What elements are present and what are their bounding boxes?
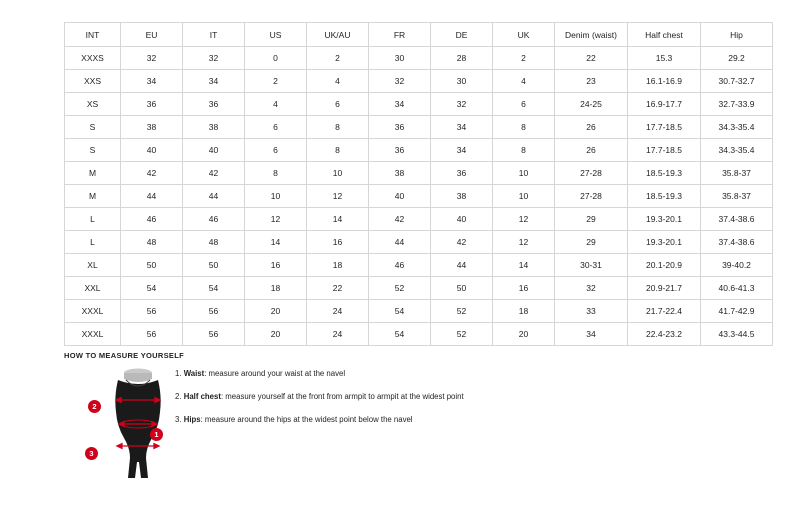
cell: 27-28	[555, 162, 628, 185]
table-row	[65, 208, 773, 231]
cell: 30	[431, 70, 493, 93]
cell: 34	[555, 323, 628, 346]
cell: 22	[555, 47, 628, 70]
cell: 4	[245, 93, 307, 116]
cell: 36	[369, 116, 431, 139]
cell: XXXL	[65, 300, 121, 323]
cell: XXXS	[65, 47, 121, 70]
table-row	[65, 47, 773, 70]
cell: 48	[183, 231, 245, 254]
cell: 50	[431, 277, 493, 300]
cell: 15.3	[628, 47, 701, 70]
cell: 4	[307, 70, 369, 93]
instruction-term: Waist	[183, 369, 205, 378]
table-row	[65, 93, 773, 116]
mannequin-illustration	[88, 366, 188, 488]
cell: 44	[431, 254, 493, 277]
cell: 28	[431, 47, 493, 70]
cell: 20.1-20.9	[628, 254, 701, 277]
cell: 29	[555, 231, 628, 254]
cell: M	[65, 185, 121, 208]
instruction-half-chest	[175, 391, 605, 402]
cell: 34	[431, 139, 493, 162]
cell: 10	[307, 162, 369, 185]
instruction-text: : measure around the hips at the widest point below the navel	[200, 415, 413, 424]
cell: 6	[307, 93, 369, 116]
cell: 30-31	[555, 254, 628, 277]
cell: 54	[369, 300, 431, 323]
cell: 27-28	[555, 185, 628, 208]
cell: 42	[121, 162, 183, 185]
column-header: INT	[65, 23, 121, 47]
cell: 56	[183, 323, 245, 346]
cell: 42	[431, 231, 493, 254]
column-header: FR	[369, 23, 431, 47]
cell: 56	[183, 300, 245, 323]
cell: 8	[245, 162, 307, 185]
cell: 38	[121, 116, 183, 139]
cell: 34	[121, 70, 183, 93]
instruction-text: : measure yourself at the front from armpit to armpit at the widest point	[220, 392, 464, 401]
marker-3-hips: 3	[85, 447, 98, 460]
cell: 14	[493, 254, 555, 277]
cell: 46	[369, 254, 431, 277]
cell: 37.4-38.6	[701, 208, 773, 231]
cell: 32.7-33.9	[701, 93, 773, 116]
column-header: Half chest	[628, 23, 701, 47]
cell: 14	[307, 208, 369, 231]
table-row	[65, 300, 773, 323]
cell: 18	[307, 254, 369, 277]
table-row	[65, 162, 773, 185]
column-header: Hip	[701, 23, 773, 47]
cell: 42	[183, 162, 245, 185]
instruction-waist	[175, 368, 605, 379]
cell: S	[65, 116, 121, 139]
cell: 22.4-23.2	[628, 323, 701, 346]
cell: 33	[555, 300, 628, 323]
table-row	[65, 323, 773, 346]
cell: 32	[369, 70, 431, 93]
cell: 54	[369, 323, 431, 346]
cell: 20	[245, 323, 307, 346]
cell: 32	[555, 277, 628, 300]
cell: 0	[245, 47, 307, 70]
marker-1-waist: 1	[150, 428, 163, 441]
cell: 41.7-42.9	[701, 300, 773, 323]
cell: 17.7-18.5	[628, 116, 701, 139]
cell: 40	[121, 139, 183, 162]
cell: 12	[307, 185, 369, 208]
cell: 54	[183, 277, 245, 300]
cell: 20.9-21.7	[628, 277, 701, 300]
cell: 46	[121, 208, 183, 231]
cell: 36	[369, 139, 431, 162]
cell: 12	[493, 231, 555, 254]
cell: 34	[369, 93, 431, 116]
cell: 56	[121, 300, 183, 323]
cell: 24-25	[555, 93, 628, 116]
size-chart-container	[64, 22, 755, 346]
cell: 26	[555, 116, 628, 139]
cell: 10	[245, 185, 307, 208]
column-header: DE	[431, 23, 493, 47]
table-row	[65, 277, 773, 300]
table-row	[65, 185, 773, 208]
cell: 34.3-35.4	[701, 116, 773, 139]
cell: 44	[121, 185, 183, 208]
instruction-number: 3.	[175, 415, 182, 424]
table-row	[65, 254, 773, 277]
cell: 8	[307, 139, 369, 162]
cell: 40	[183, 139, 245, 162]
cell: 52	[369, 277, 431, 300]
cell: 6	[245, 139, 307, 162]
column-header: UK	[493, 23, 555, 47]
cell: 12	[493, 208, 555, 231]
cell: 10	[493, 185, 555, 208]
cell: XXXL	[65, 323, 121, 346]
cell: 52	[431, 323, 493, 346]
cell: 43.3-44.5	[701, 323, 773, 346]
cell: 39-40.2	[701, 254, 773, 277]
cell: 18	[493, 300, 555, 323]
cell: M	[65, 162, 121, 185]
marker-2-half-chest: 2	[88, 400, 101, 413]
instruction-text: : measure around your waist at the navel	[204, 369, 346, 378]
column-header: UK/AU	[307, 23, 369, 47]
cell: 19.3-20.1	[628, 231, 701, 254]
cell: 35.8-37	[701, 162, 773, 185]
cell: 36	[183, 93, 245, 116]
instruction-term: Hips	[183, 415, 201, 424]
cell: 8	[493, 139, 555, 162]
cell: 36	[431, 162, 493, 185]
instruction-number: 1.	[175, 369, 182, 378]
measure-instructions	[175, 368, 605, 437]
cell: 19.3-20.1	[628, 208, 701, 231]
cell: 16.1-16.9	[628, 70, 701, 93]
column-header: IT	[183, 23, 245, 47]
cell: 16	[307, 231, 369, 254]
cell: 34	[183, 70, 245, 93]
cell: 37.4-38.6	[701, 231, 773, 254]
cell: 38	[431, 185, 493, 208]
instruction-term: Half chest	[183, 392, 221, 401]
cell: 35.8-37	[701, 185, 773, 208]
cell: 34	[431, 116, 493, 139]
cell: 16	[493, 277, 555, 300]
cell: 8	[307, 116, 369, 139]
table-row	[65, 231, 773, 254]
cell: 23	[555, 70, 628, 93]
cell: 50	[121, 254, 183, 277]
cell: 4	[493, 70, 555, 93]
cell: S	[65, 139, 121, 162]
cell: 22	[307, 277, 369, 300]
how-to-measure-title: HOW TO MEASURE YOURSELF	[64, 351, 184, 360]
cell: 38	[183, 116, 245, 139]
cell: 42	[369, 208, 431, 231]
cell: 36	[121, 93, 183, 116]
cell: 29	[555, 208, 628, 231]
cell: 24	[307, 323, 369, 346]
cell: 16	[245, 254, 307, 277]
cell: XL	[65, 254, 121, 277]
cell: 2	[307, 47, 369, 70]
cell: 40	[431, 208, 493, 231]
cell: 29.2	[701, 47, 773, 70]
column-header: Denim (waist)	[555, 23, 628, 47]
cell: 30	[369, 47, 431, 70]
cell: 56	[121, 323, 183, 346]
cell: 32	[183, 47, 245, 70]
cell: 6	[493, 93, 555, 116]
cell: 52	[431, 300, 493, 323]
cell: 26	[555, 139, 628, 162]
cell: 12	[245, 208, 307, 231]
cell: 48	[121, 231, 183, 254]
table-row	[65, 116, 773, 139]
cell: 54	[121, 277, 183, 300]
cell: 16.9-17.7	[628, 93, 701, 116]
cell: 32	[121, 47, 183, 70]
cell: 2	[245, 70, 307, 93]
cell: 6	[245, 116, 307, 139]
cell: 40.6-41.3	[701, 277, 773, 300]
cell: 44	[369, 231, 431, 254]
table-body	[65, 47, 773, 346]
cell: 34.3-35.4	[701, 139, 773, 162]
table-row	[65, 139, 773, 162]
cell: 32	[431, 93, 493, 116]
cell: 50	[183, 254, 245, 277]
cell: 20	[245, 300, 307, 323]
cell: 18.5-19.3	[628, 185, 701, 208]
cell: 2	[493, 47, 555, 70]
column-header: US	[245, 23, 307, 47]
cell: XXL	[65, 277, 121, 300]
cell: 18.5-19.3	[628, 162, 701, 185]
cell: 38	[369, 162, 431, 185]
table-header-row	[65, 23, 773, 47]
size-chart-table	[64, 22, 773, 346]
table-row	[65, 70, 773, 93]
cell: 20	[493, 323, 555, 346]
cell: XXS	[65, 70, 121, 93]
cell: 18	[245, 277, 307, 300]
column-header: EU	[121, 23, 183, 47]
cell: 17.7-18.5	[628, 139, 701, 162]
cell: 14	[245, 231, 307, 254]
cell: 30.7-32.7	[701, 70, 773, 93]
cell: 8	[493, 116, 555, 139]
cell: 24	[307, 300, 369, 323]
cell: 46	[183, 208, 245, 231]
cell: L	[65, 208, 121, 231]
cell: L	[65, 231, 121, 254]
cell: 10	[493, 162, 555, 185]
instruction-hips	[175, 414, 605, 425]
cell: 21.7-22.4	[628, 300, 701, 323]
cell: XS	[65, 93, 121, 116]
cell: 44	[183, 185, 245, 208]
instruction-number: 2.	[175, 392, 182, 401]
cell: 40	[369, 185, 431, 208]
